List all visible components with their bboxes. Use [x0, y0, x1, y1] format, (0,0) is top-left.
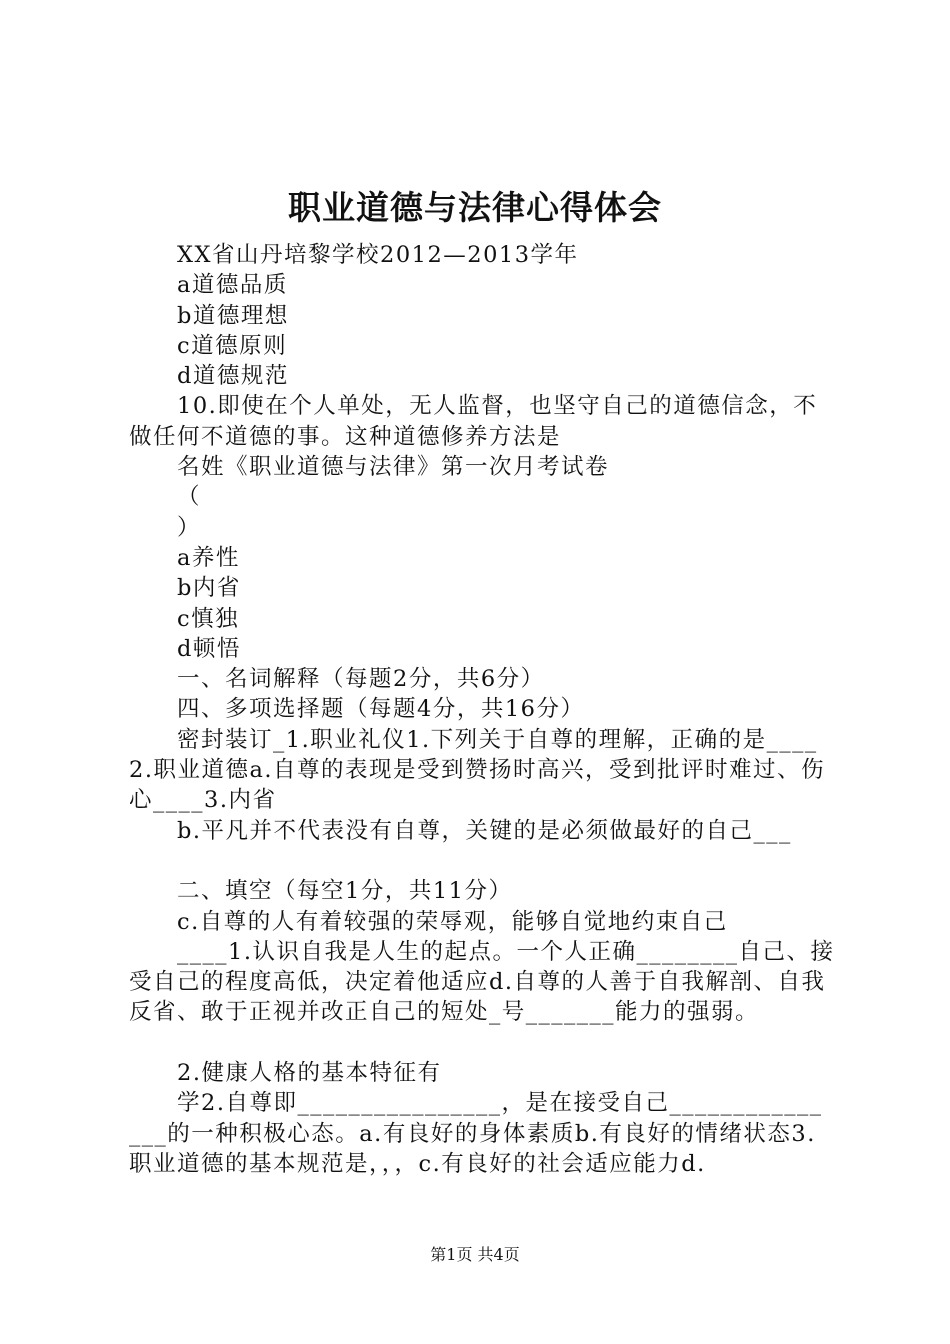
- option-b-self-respect: b.平凡并不代表没有自尊，关键的是必须做最好的自己___: [177, 817, 792, 844]
- paren-open: （: [177, 484, 202, 511]
- document-title: 职业道德与法律心得体会: [288, 188, 662, 227]
- option-b: b道德理想: [177, 302, 289, 329]
- page-footer: 第1页 共4页: [430, 1245, 520, 1264]
- option-b-2: b内省: [177, 575, 241, 602]
- section-heading-4: 四、多项选择题（每题4分，共16分）: [177, 696, 585, 723]
- blank-line-2: [129, 1028, 835, 1058]
- fill-blank-2-paragraph: 学2.自尊即________________，是在接受自己_______________的一种积极心态。a.有良好的身体素质b.有良好的情绪状态3.职业道德的基本规范是，，，c.有良好的社会适应能力d.: [129, 1090, 823, 1177]
- question-10: 10.即使在个人单处，无人监督，也坚守自己的道德信念，不做任何不道德的事。这种道德修养方法是: [129, 393, 818, 450]
- option-a-2: a养性: [177, 544, 240, 571]
- section-heading-1: 一、名词解释（每题2分，共6分）: [177, 666, 545, 693]
- option-c: c道德原则: [177, 332, 288, 359]
- sealed-binding-paragraph: 密封装订_1.职业礼仪1.下列关于自尊的理解，正确的是____2.职业道德a.自尊的表现是受到赞扬时高兴，受到批评时难过、伤心____3.内省: [129, 726, 826, 814]
- option-c-self-respect: c.自尊的人有着较强的荣辱观，能够自觉地约束自己: [177, 908, 728, 935]
- option-d: d道德规范: [177, 363, 289, 390]
- section-heading-2: 二、填空（每空1分，共11分）: [177, 878, 513, 905]
- document-body: [129, 240, 835, 1179]
- school-line: XX省山丹培黎学校2012—2013学年: [177, 242, 579, 268]
- question-healthy-personality: 2.健康人格的基本特征有: [177, 1060, 442, 1087]
- exam-header-line: 名姓《职业道德与法律》第一次月考试卷: [177, 454, 610, 481]
- paren-close: ）: [177, 514, 202, 541]
- option-c-2: c慎独: [177, 605, 240, 632]
- option-d-2: d顿悟: [177, 635, 241, 662]
- option-a: a道德品质: [177, 272, 288, 299]
- fill-blank-1-paragraph: ____1.认识自我是人生的起点。一个人正确________自己、接受自己的程度高低，决定着他适应d.自尊的人善于自我解剖、自我反省、敢于正视并改正自己的短处_号_______能力的强弱。: [129, 938, 835, 1026]
- blank-line: [129, 846, 835, 876]
